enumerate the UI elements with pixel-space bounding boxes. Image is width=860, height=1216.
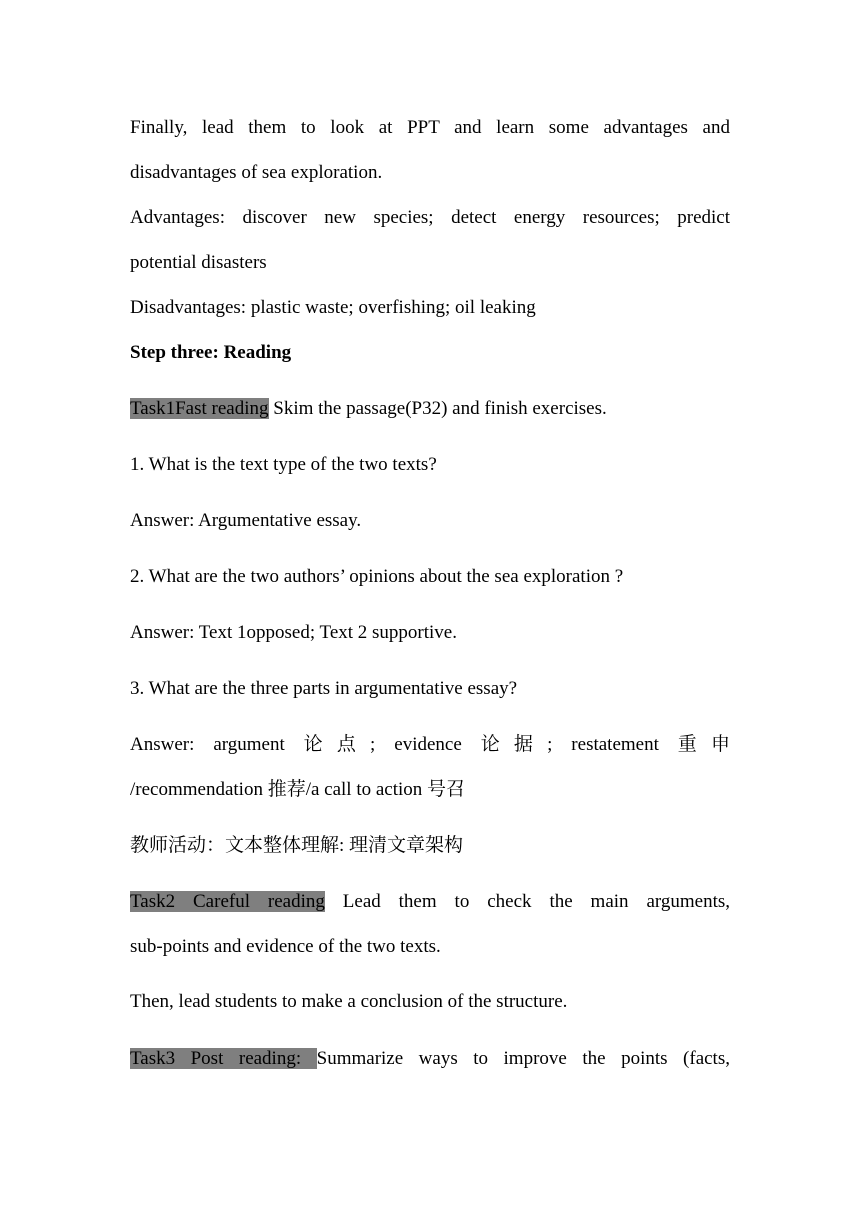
advantages-line: Advantages: discover new species; detect energy resources; predict <box>130 207 730 228</box>
task1-text: Skim the passage(P32) and finish exercises. <box>268 398 607 419</box>
question-3: 3. What are the three parts in argumentative essay? <box>130 678 518 699</box>
advantages-line: potential disasters <box>130 252 267 273</box>
question-2: 2. What are the two authors’ opinions about the sea exploration ? <box>130 566 624 587</box>
disadvantages-line: Disadvantages: plastic waste; overfishing; oil leaking <box>130 297 536 318</box>
task3-text: Summarize ways to improve the points (facts, <box>316 1048 730 1069</box>
question-1: 1. What is the text type of the two texts? <box>130 454 437 475</box>
answer-1: Answer: Argumentative essay. <box>130 510 362 531</box>
teacher-activity: 教师活动：文本整体理解: 理清文章架构 <box>130 835 464 856</box>
task3-line <box>130 1047 730 1071</box>
task2-label: Task2 Careful reading <box>130 891 325 912</box>
task2-text: Lead them to check the main arguments, <box>324 891 731 912</box>
answer-2: Answer: Text 1opposed; Text 2 supportive. <box>130 622 457 643</box>
paragraph-line: disadvantages of sea exploration. <box>130 162 383 183</box>
step-heading: Step three: Reading <box>130 342 292 363</box>
answer-3-line: /recommendation 推荐/a call to action 号召 <box>130 779 466 800</box>
paragraph-line: Finally, lead them to look at PPT and learn some advantages and <box>130 117 730 138</box>
answer-3-line: Answer: argument 论点; evidence 论据; restatement 重申 <box>130 734 730 755</box>
task2-line <box>130 890 730 914</box>
task3-label: Task3 Post reading: <box>130 1048 317 1069</box>
task2-line-2: sub-points and evidence of the two texts. <box>130 936 441 957</box>
task1-line <box>130 397 730 421</box>
conclusion-line: Then, lead students to make a conclusion of the structure. <box>130 991 568 1012</box>
task1-label: Task1Fast reading <box>130 398 269 419</box>
